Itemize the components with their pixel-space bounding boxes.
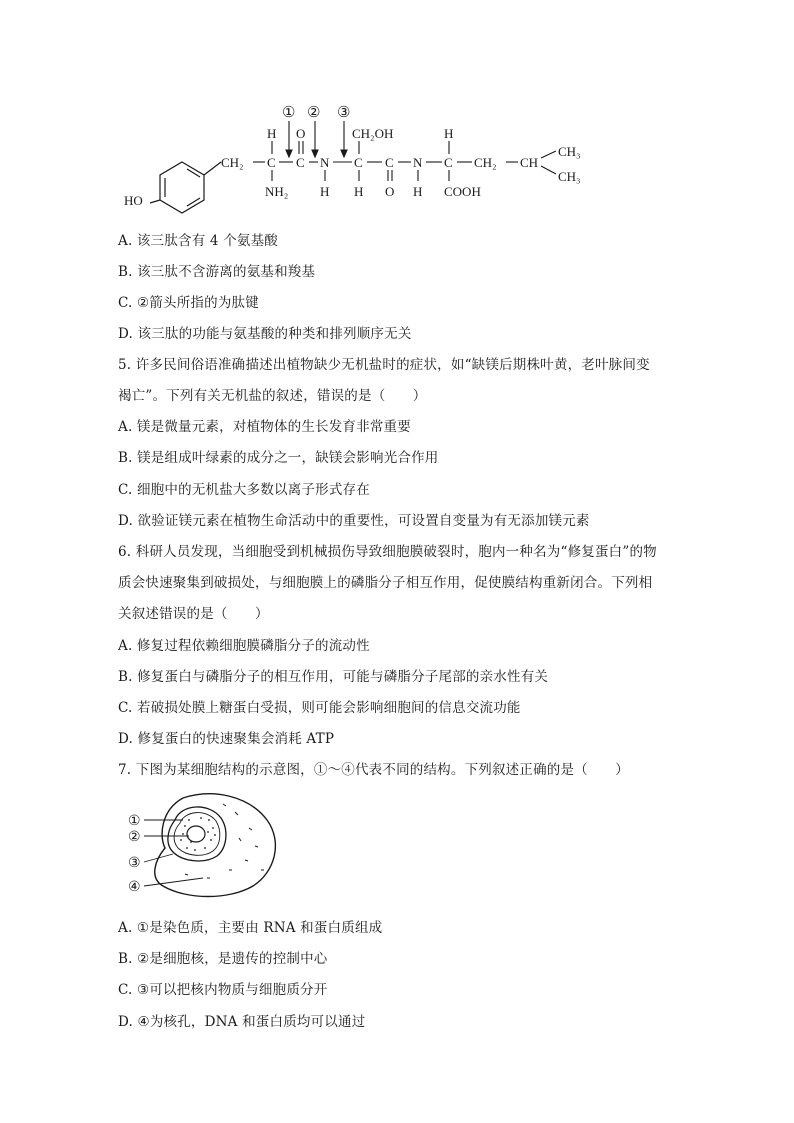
q7-stem: 7. 下图为某细胞结构的示意图，①～④代表不同的结构。下列叙述正确的是（ ） xyxy=(118,762,629,778)
benzene-ring xyxy=(160,162,204,213)
q5-option-a: A. 镁是微量元素，对植物体的生长发育非常重要 xyxy=(118,419,411,435)
q5-option-c: C. 细胞中的无机盐大多数以离子形式存在 xyxy=(118,482,370,498)
ch-group: CH xyxy=(520,155,539,170)
nh2-group: NH₂ xyxy=(265,184,289,199)
cytoplasm-marks xyxy=(185,804,264,878)
tripeptide-structure xyxy=(0,0,794,215)
cell-label-2: ② xyxy=(128,830,141,845)
ch2oh-group: CH₂OH xyxy=(352,126,394,141)
atom-h3: H xyxy=(354,184,364,199)
q5-option-d: D. 欲验证镁元素在植物生命活动中的重要性，可设置自变量为有无添加镁元素 xyxy=(118,513,590,529)
q4-option-d: D. 该三肽的功能与氨基酸的种类和排列顺序无关 xyxy=(118,326,412,342)
ch2-group: CH₂ xyxy=(221,155,244,170)
q4-option-c: C. ②箭头所指的为肽键 xyxy=(118,295,259,311)
atom-h5: H xyxy=(444,126,454,141)
atom-c4: C xyxy=(385,155,394,170)
atom-o2: O xyxy=(385,184,395,199)
q7-option-a: A. ①是染色质，主要由 RNA 和蛋白质组成 xyxy=(118,920,383,936)
q6-option-c: C. 若破损处膜上糖蛋白受损，则可能会影响细胞间的信息交流功能 xyxy=(118,700,521,716)
q6-option-a: A. 修复过程依赖细胞膜磷脂分子的流动性 xyxy=(118,638,370,654)
atom-n1: N xyxy=(320,155,330,170)
ch2-group-2: CH₂ xyxy=(474,155,497,170)
q5-stem-line2: 褐亡”。下列有关无机盐的叙述，错误的是（ ） xyxy=(118,388,427,404)
ho-group: HO xyxy=(124,193,143,208)
cell-diagram xyxy=(125,790,285,900)
cooh-group: COOH xyxy=(444,184,481,199)
atom-c5: C xyxy=(444,155,453,170)
marker-3: ③ xyxy=(337,105,351,121)
q5-stem-line1: 5. 许多民间俗语准确描述出植物缺少无机盐时的症状，如“缺镁后期株叶黄，老叶脉间变 xyxy=(118,357,650,373)
q4-option-a: A. 该三肽含有 4 个氨基酸 xyxy=(118,233,279,249)
q4-option-b: B. 该三肽不含游离的氨基和羧基 xyxy=(118,264,316,280)
cell-label-1: ① xyxy=(128,814,141,829)
q6-stem-line2: 质会快速聚集到破损处，与细胞膜上的磷脂分子相互作用，促使膜结构重新闭合。下列相 xyxy=(118,575,653,591)
chromatin-dots xyxy=(180,817,216,851)
marker-2: ② xyxy=(307,105,321,121)
q6-option-b: B. 修复蛋白与磷脂分子的相互作用，可能与磷脂分子尾部的亲水性有关 xyxy=(118,669,549,685)
atom-h4: H xyxy=(413,184,423,199)
ch3-group-2: CH₃ xyxy=(558,169,581,184)
atom-o1: O xyxy=(296,126,306,141)
nucleolus xyxy=(187,826,205,842)
atom-c1: C xyxy=(267,155,276,170)
atom-n2: N xyxy=(413,155,423,170)
q6-stem-line1: 6. 科研人员发现，当细胞受到机械损伤导致细胞膜破裂时，胞内一种名为“修复蛋白”的物 xyxy=(118,544,657,560)
nuclear-envelope xyxy=(168,807,226,861)
q6-stem-line3: 关叙述错误的是（ ） xyxy=(118,606,269,622)
q7-option-d: D. ④为核孔，DNA 和蛋白质均可以通过 xyxy=(118,1014,366,1030)
atom-h1: H xyxy=(267,126,277,141)
cell-label-4: ④ xyxy=(128,880,141,895)
atom-c2: C xyxy=(296,155,305,170)
ch3-group-1: CH₃ xyxy=(558,144,581,159)
cell-membrane xyxy=(155,794,276,897)
cell-label-3: ③ xyxy=(128,856,141,871)
atom-c3: C xyxy=(354,155,363,170)
q7-option-b: B. ②是细胞核，是遗传的控制中心 xyxy=(118,951,328,967)
atom-h2: H xyxy=(320,184,330,199)
q5-option-b: B. 镁是组成叶绿素的成分之一，缺镁会影响光合作用 xyxy=(118,450,439,466)
marker-1: ① xyxy=(282,105,296,121)
q6-option-d: D. 修复蛋白的快速聚集会消耗 ATP xyxy=(118,731,335,747)
q7-option-c: C. ③可以把核内物质与细胞质分开 xyxy=(118,982,328,998)
